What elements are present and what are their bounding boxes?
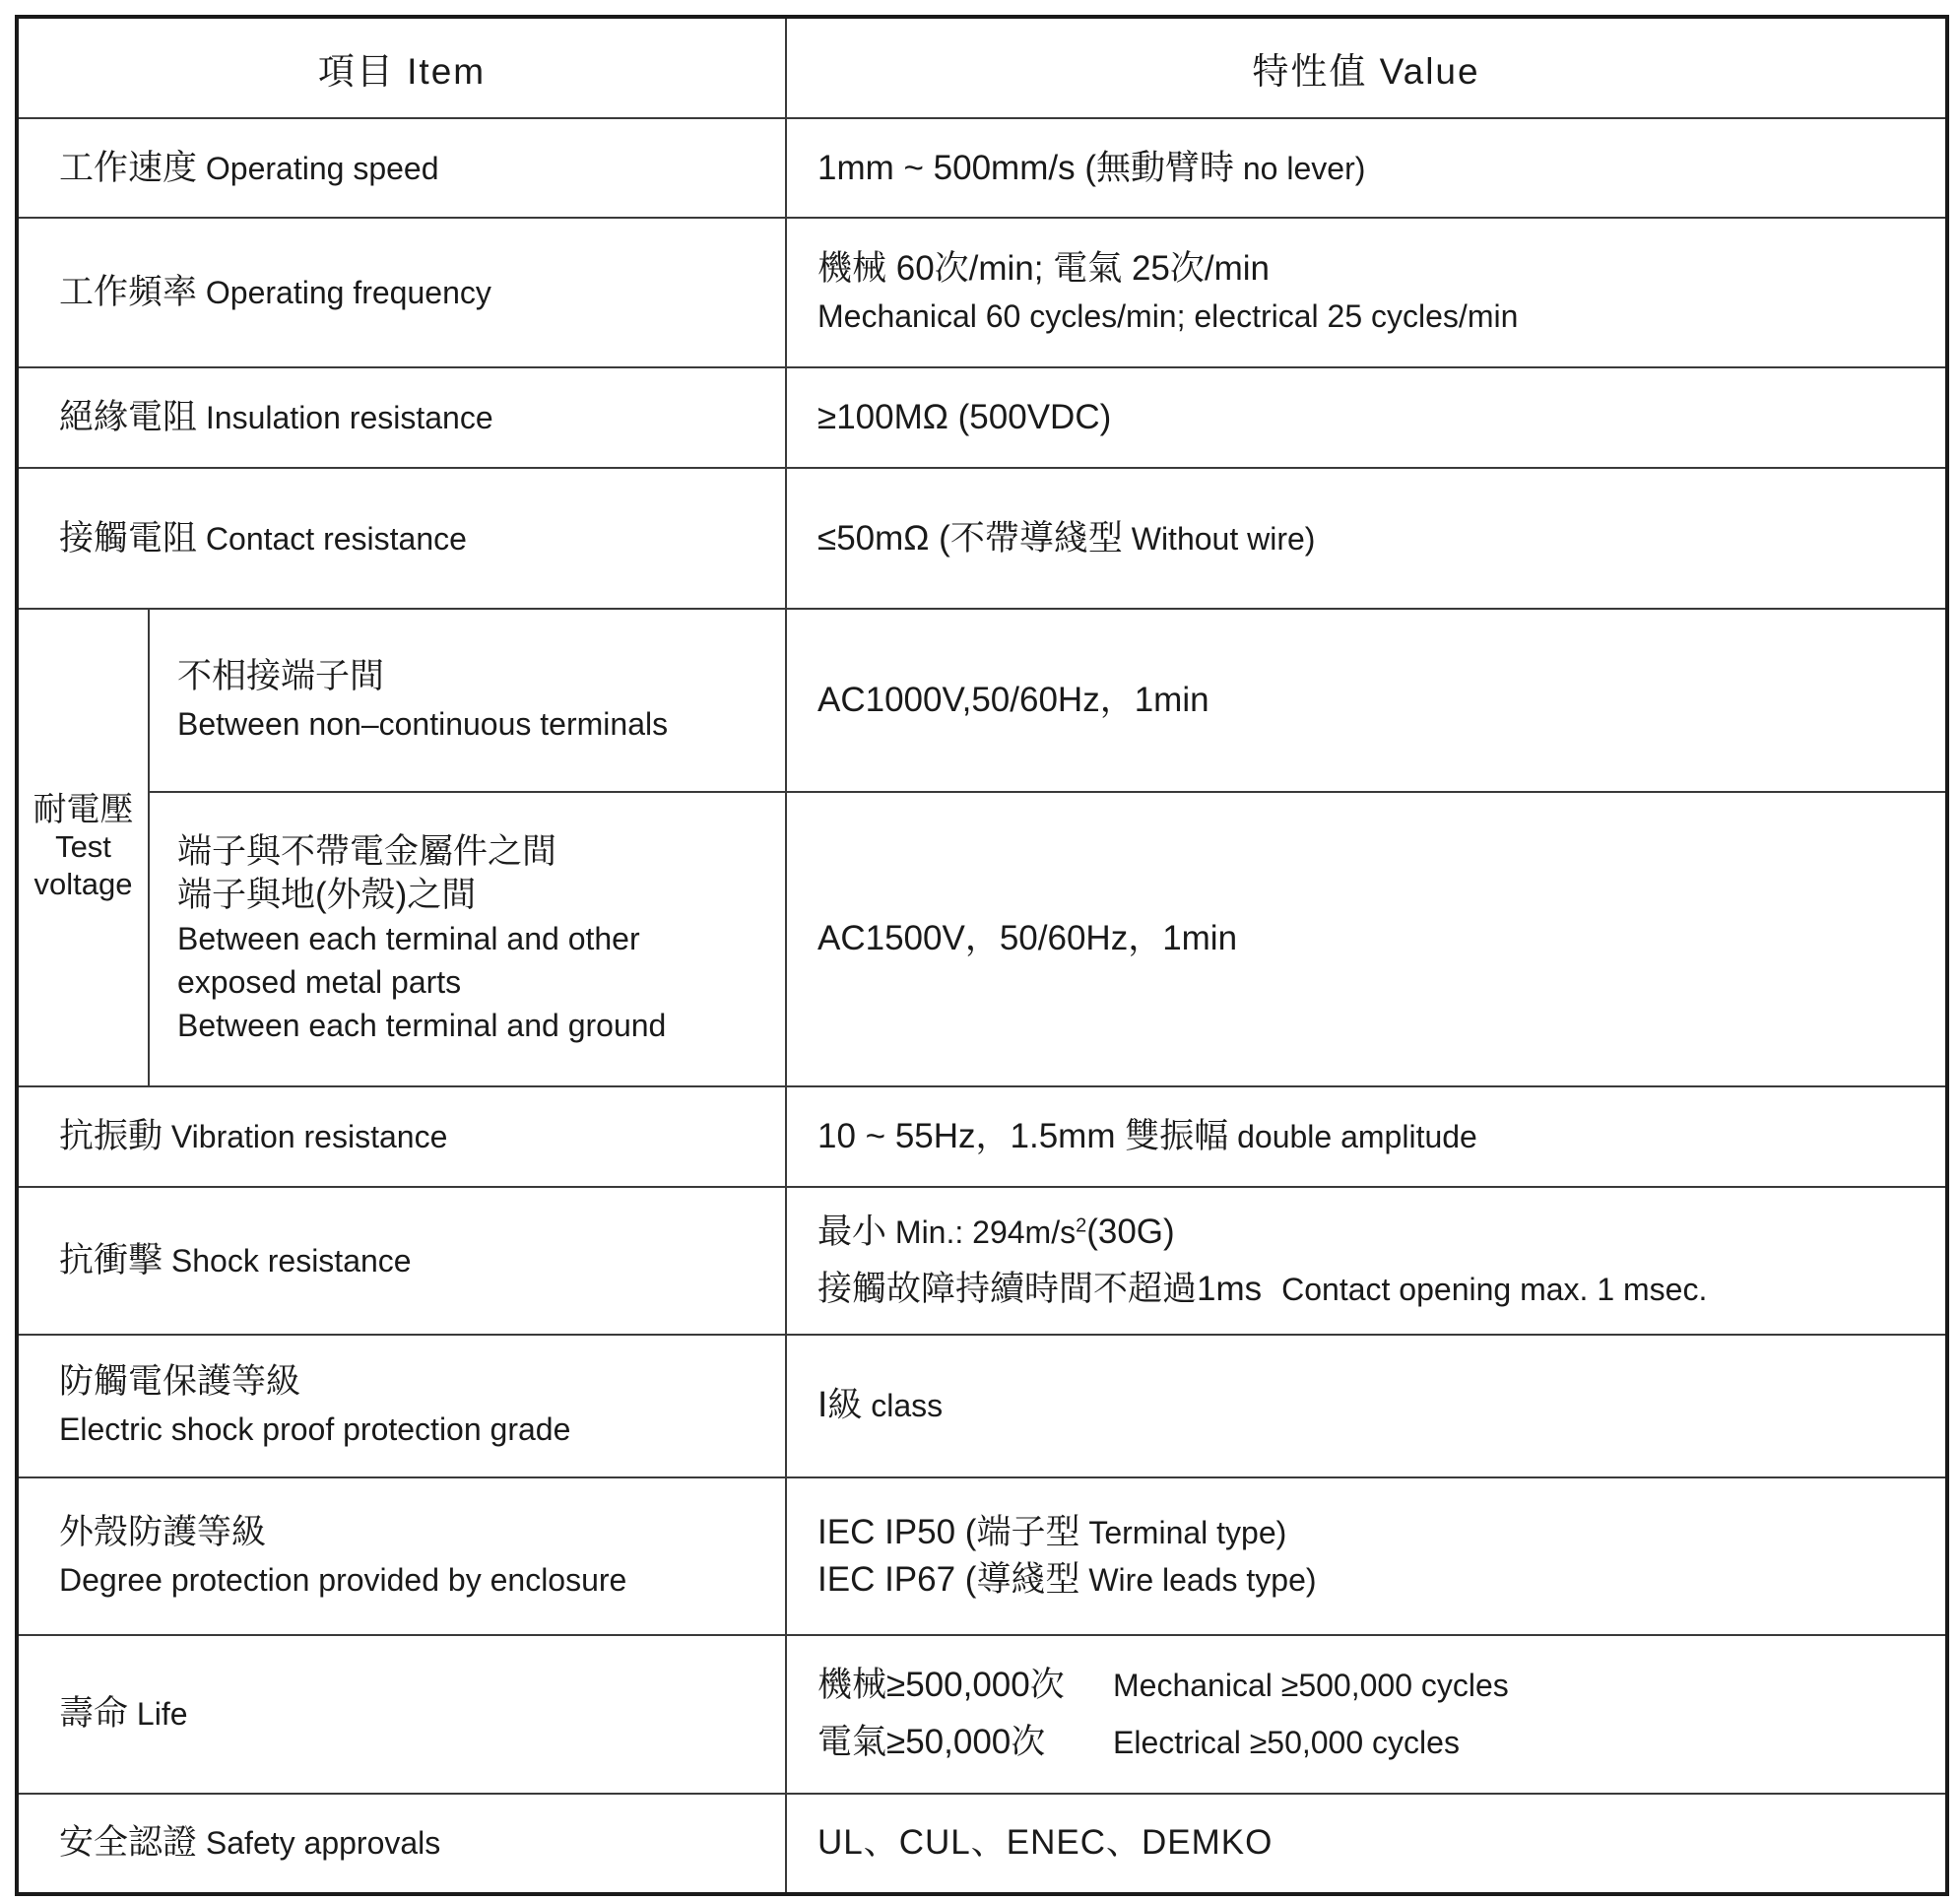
item-operating-speed: 工作速度 Operating speed: [17, 118, 786, 218]
table-row: [17, 609, 1947, 792]
item-shock-proof-protection: 防觸電保護等級 Electric shock proof protection grade: [17, 1335, 786, 1477]
header-item: 項目 Item: [17, 17, 786, 118]
item-non-continuous-terminals: 不相接端子間 Between non–continuous terminals: [149, 609, 786, 792]
item-terminal-to-metal-ground: 端子與不帶電金屬件之間 端子與地(外殼)之間 Between each terminal and other exposed metal parts Between each terminal and ground: [149, 792, 786, 1085]
header-row: [17, 17, 1947, 118]
item-shock-resistance: 抗衝擊 Shock resistance: [17, 1187, 786, 1335]
value-safety-approvals: UL、CUL、ENEC、DEMKO: [786, 1794, 1947, 1894]
value-operating-speed: 1mm ~ 500mm/s (無動臂時 no lever): [786, 118, 1947, 218]
spec-table: [15, 15, 1949, 1896]
table-row: [17, 468, 1947, 609]
value-contact-resistance: ≤50mΩ (不帶導綫型 Without wire): [786, 468, 1947, 609]
value-shock-proof-protection: Ⅰ級 class: [786, 1335, 1947, 1477]
value-vibration-resistance: 10 ~ 55Hz，1.5mm 雙振幅 double amplitude: [786, 1086, 1947, 1187]
value-life: 機械≥500,000次 Mechanical ≥500,000 cycles 電氣≥50,000次 Electrical ≥50,000 cycles: [786, 1635, 1947, 1794]
value-insulation-resistance: ≥100MΩ (500VDC): [786, 367, 1947, 468]
table-row: [17, 1635, 1947, 1794]
value-enclosure-protection: IEC IP50 (端子型 Terminal type) IEC IP67 (導綫型 Wire leads type): [786, 1477, 1947, 1635]
header-value: 特性值 Value: [786, 17, 1947, 118]
table-row: [17, 367, 1947, 468]
table-row: [17, 1086, 1947, 1187]
table-row: [17, 218, 1947, 367]
value-operating-frequency: 機械 60次/min; 電氣 25次/min Mechanical 60 cycles/min; electrical 25 cycles/min: [786, 218, 1947, 367]
table-row: [17, 792, 1947, 1085]
item-insulation-resistance: 絕緣電阻 Insulation resistance: [17, 367, 786, 468]
table-row: [17, 1335, 1947, 1477]
group-test-voltage: 耐電壓 Test voltage: [17, 609, 149, 1085]
value-terminal-to-metal-ground: AC1500V，50/60Hz，1min: [786, 792, 1947, 1085]
item-safety-approvals: 安全認證 Safety approvals: [17, 1794, 786, 1894]
item-enclosure-protection: 外殼防護等級 Degree protection provided by enclosure: [17, 1477, 786, 1635]
value-shock-resistance: 最小 Min.: $294m/s^2(30G)$ 接觸故障持續時間不超過1ms Contact opening max. 1 msec.: [786, 1187, 1947, 1335]
table-row: [17, 1187, 1947, 1335]
table-row: [17, 118, 1947, 218]
item-vibration-resistance: 抗振動 Vibration resistance: [17, 1086, 786, 1187]
item-operating-frequency: 工作頻率 Operating frequency: [17, 218, 786, 367]
item-life: 壽命 Life: [17, 1635, 786, 1794]
table-row: [17, 1477, 1947, 1635]
table-row: [17, 1794, 1947, 1894]
item-contact-resistance: 接觸電阻 Contact resistance: [17, 468, 786, 609]
value-non-continuous-terminals: AC1000V,50/60Hz，1min: [786, 609, 1947, 792]
